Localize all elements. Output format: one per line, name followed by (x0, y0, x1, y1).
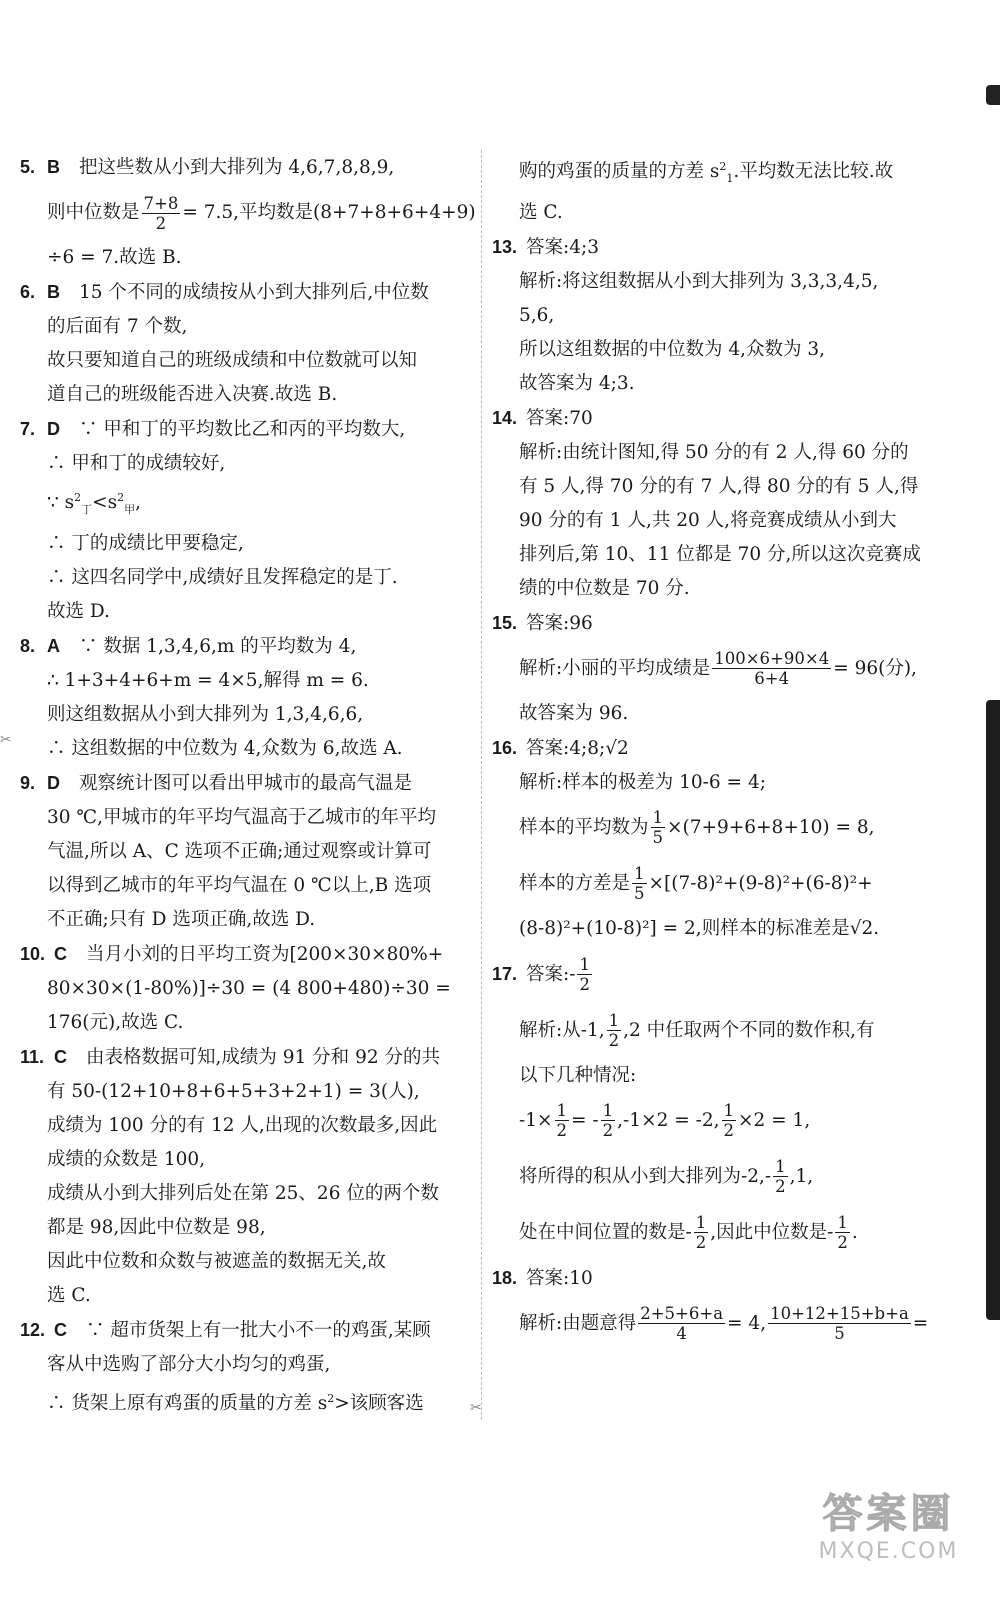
subscript: 丁 (81, 502, 93, 516)
text-line: 排列后,第 10、11 位都是 70 分,所以这次竞赛成 (519, 543, 921, 565)
fraction: $\frac{1}{2}$ (837, 1213, 848, 1253)
answer-letter: B (47, 282, 60, 302)
answer-text: 答案:10 (526, 1267, 593, 1289)
text-line: ∴ 这组数据的中位数为 4,众数为 6,故选 A. (47, 737, 403, 759)
text-line: ×2 = 1, (738, 1109, 811, 1131)
text-line: 176(元),故选 C. (47, 1011, 184, 1033)
text-line: ∴ 货架上原有鸡蛋的质量的方差 s (47, 1393, 328, 1414)
text-line: 80×30×(1-80%)]÷30 = (4 800+480)÷30 = (47, 977, 451, 999)
text-line: 故答案为 4;3. (519, 372, 635, 394)
fraction: $\frac{1}{2}$ (579, 955, 590, 995)
text-line: 样本的平均数为 (519, 816, 649, 838)
scissor-icon: ✂ (0, 732, 12, 748)
text-line: 因此中位数和众数与被遮盖的数据无关,故 (47, 1250, 386, 1272)
text-line: 故只要知道自己的班级成绩和中位数就可以知 (47, 350, 418, 371)
text-line: 30 ℃,甲城市的年平均气温高于乙城市的年平均 (47, 806, 436, 828)
fraction: $\frac{1}{2}$ (775, 1157, 786, 1197)
text-line: 所以这组数据的中位数为 4,众数为 3, (519, 338, 826, 360)
question-5 (20, 150, 476, 275)
text-line: 处在中间位置的数是- (519, 1221, 692, 1243)
question-18 (492, 1261, 942, 1352)
answer-text: 答案:96 (526, 612, 593, 634)
watermark-logo (801, 1482, 976, 1564)
question-number: 12. (20, 1319, 46, 1340)
answer-text: 答案:4;3 (526, 236, 600, 258)
text-line: .平均数无法比较.故 (733, 161, 894, 183)
text-line: 选 C. (519, 201, 563, 223)
text-line: ∵ 甲和丁的平均数比乙和丙的平均数大, (79, 419, 406, 440)
text-line: 5,6, (519, 304, 555, 326)
fraction: $\frac{7+8}{2}$ (143, 193, 179, 233)
left-column (20, 150, 476, 1421)
question-number: 8. (20, 635, 36, 656)
question-12-continued (492, 150, 942, 230)
question-9 (20, 766, 470, 937)
question-11 (20, 1040, 470, 1313)
text-line: 都是 98,因此中位数是 98, (47, 1216, 266, 1238)
right-column (492, 150, 942, 1352)
question-16 (492, 731, 942, 946)
text-line: 解析:由统计图知,得 50 分的有 2 人,得 60 分的 (519, 441, 909, 463)
question-number: 6. (20, 282, 36, 302)
text-line: 成绩从小到大排列后处在第 25、26 位的两个数 (47, 1182, 439, 1204)
question-8 (20, 629, 470, 766)
text-line: 将所得的积从小到大排列为-2,- (519, 1165, 772, 1187)
question-12 (20, 1313, 470, 1421)
text-line: 样本的方差是 (519, 872, 631, 894)
text-line: 选 C. (47, 1284, 91, 1306)
superscript: 2 (719, 160, 727, 173)
subscript: 1 (726, 171, 734, 185)
answer-letter: D (47, 772, 60, 793)
text-line: 的后面有 7 个数, (47, 316, 188, 337)
fraction: $\frac{1}{2}$ (602, 1101, 614, 1141)
question-number: 14. (492, 407, 518, 428)
question-17 (492, 946, 942, 1261)
text-line: ∴ 甲和丁的成绩较好, (47, 453, 226, 474)
text-line: 90 分的有 1 人,共 20 人,将竞赛成绩从小到大 (519, 509, 897, 531)
text-line: (8-8)²+(10-8)²] = 2,则样本的标准差是√2. (519, 917, 880, 939)
text-line: ∴ 丁的成绩比甲要稳定, (47, 532, 244, 554)
answer-letter: A (47, 635, 60, 656)
text-line: = 4, (727, 1312, 767, 1334)
question-number: 13. (492, 236, 518, 257)
text-line: 解析:将这组数据从小到大排列为 3,3,3,4,5, (519, 270, 879, 292)
text-line: 以下几种情况: (519, 1064, 637, 1086)
text-line: ∵ s (47, 492, 75, 514)
fraction: $\frac{1}{2}$ (556, 1101, 568, 1141)
text-line: 把这些数从小到大排列为 4,6,7,8,8,9, (79, 157, 395, 178)
text-line: 当月小刘的日平均工资为[200×30×80%+ (86, 943, 444, 965)
text-line: 则这组数据从小到大排列为 1,3,4,6,6, (47, 703, 364, 725)
question-number: 18. (492, 1267, 518, 1288)
question-number: 15. (492, 612, 518, 633)
text-line: ,-1×2 = -2, (617, 1109, 720, 1131)
subscript: 甲 (124, 502, 136, 516)
text-line: . (851, 1221, 858, 1243)
question-number: 16. (492, 737, 518, 758)
text-line: ×[(7-8)²+(9-8)²+(6-8)²+ (648, 872, 873, 894)
answer-text: 答案:70 (526, 407, 593, 429)
text-line: 解析:小丽的平均成绩是 (519, 657, 711, 679)
text-line: = - (571, 1109, 599, 1131)
fraction: $\frac{100\times 6+90\times 4}{6+4}$ (714, 649, 830, 689)
text-line: = (912, 1312, 929, 1334)
text-line: 故选 D. (47, 600, 110, 622)
text-line: ∴ 这四名同学中,成绩好且发挥稳定的是丁. (47, 566, 398, 588)
question-14 (492, 401, 942, 606)
text-line: ÷6 = 7.故选 B. (47, 247, 182, 268)
question-10 (20, 937, 470, 1040)
question-number: 9. (20, 772, 36, 793)
text-line: ,1, (789, 1165, 814, 1187)
text-line: 成绩的众数是 100, (47, 1148, 206, 1170)
fraction: $\frac{2+5+6+a}{4}$ (640, 1304, 724, 1344)
text-line: 解析:从-1, (519, 1019, 605, 1041)
fraction: $\frac{1}{5}$ (652, 808, 664, 848)
answer-letter: B (47, 157, 60, 177)
text-line: ∴ 1+3+4+6+m = 4×5,解得 m = 6. (47, 669, 369, 691)
text-line: 绩的中位数是 70 分. (519, 577, 690, 599)
fraction: $\frac{1}{2}$ (723, 1101, 735, 1141)
question-13 (492, 230, 942, 401)
question-number: 10. (20, 943, 46, 964)
question-number: 5. (20, 157, 36, 177)
text-line: 解析:由题意得 (519, 1312, 637, 1334)
text-line: 有 50-(12+10+8+6+5+3+2+1) = 3(人), (47, 1080, 420, 1102)
question-number: 7. (20, 419, 36, 439)
fraction: $\frac{10+12+15+b+a}{5}$ (770, 1304, 909, 1344)
answer-letter: C (54, 943, 67, 964)
text-line: 不正确;只有 D 选项正确,故选 D. (47, 908, 316, 930)
question-number: 11. (20, 1046, 45, 1067)
text-line: , (135, 492, 142, 514)
text-line: 有 5 人,得 70 分的有 7 人,得 80 分的有 5 人,得 (519, 475, 919, 497)
text-line: >该顾客选 (334, 1393, 424, 1414)
answer-letter: C (54, 1046, 67, 1067)
answer-letter: C (54, 1319, 67, 1340)
text-line: 15 个不同的成绩按从小到大排列后,中位数 (79, 282, 429, 303)
text-line: ,2 中任取两个不同的数作积,有 (623, 1019, 875, 1041)
text-line: 观察统计图可以看出甲城市的最高气温是 (79, 772, 413, 794)
text-line: 道自己的班级能否进入决赛.故选 B. (47, 384, 338, 405)
page-edge-binding (986, 700, 1000, 1320)
text-line: <s (92, 492, 118, 514)
text-line: 气温,所以 A、C 选项不正确;通过观察或计算可 (47, 840, 432, 862)
fraction: $\frac{1}{5}$ (634, 864, 645, 904)
text-line: 购的鸡蛋的质量的方差 s (519, 161, 720, 183)
watermark-text: 答案圈 (822, 1491, 955, 1537)
text-line: -1× (519, 1109, 553, 1131)
text-line: 故答案为 96. (519, 702, 629, 724)
superscript: 2 (327, 1391, 335, 1405)
text-line: = 7.5,平均数是(8+7+8+6+4+9) (182, 202, 476, 223)
text-line: ∵ 数据 1,3,4,6,m 的平均数为 4, (79, 635, 357, 657)
text-line: 由表格数据可知,成绩为 91 分和 92 分的共 (86, 1046, 440, 1068)
answer-letter: D (47, 419, 60, 439)
fraction: $\frac{1}{2}$ (695, 1213, 707, 1253)
question-number: 17. (492, 963, 518, 984)
superscript: 2 (74, 491, 82, 504)
text-line: 成绩为 100 分的有 12 人,出现的次数最多,因此 (47, 1114, 438, 1136)
question-7 (20, 412, 470, 629)
text-line: 以得到乙城市的年平均气温在 0 ℃以上,B 选项 (47, 874, 432, 896)
text-line: = 96(分), (833, 657, 917, 679)
text-line: ×(7+9+6+8+10) = 8, (667, 816, 875, 838)
answer-text: 答案:4;8;√2 (526, 737, 629, 759)
watermark-url: MXQE.COM (818, 1539, 959, 1564)
answer-text: 答案:- (526, 963, 576, 985)
page-edge-mark (986, 85, 1000, 105)
text-line: ,因此中位数是- (710, 1221, 834, 1243)
question-6 (20, 275, 470, 412)
column-divider (481, 150, 482, 1420)
text-line: 解析:样本的极差为 10-6 = 4; (519, 771, 766, 793)
text-line: ∵ 超市货架上有一批大小不一的鸡蛋,某顾 (86, 1319, 431, 1341)
text-line: 客从中选购了部分大小均匀的鸡蛋, (47, 1353, 331, 1375)
question-15 (492, 606, 942, 731)
text-line: 则中位数是 (47, 202, 140, 223)
scissor-icon: ✂ (470, 1400, 482, 1416)
fraction: $\frac{1}{2}$ (608, 1011, 620, 1051)
superscript: 2 (117, 491, 125, 504)
